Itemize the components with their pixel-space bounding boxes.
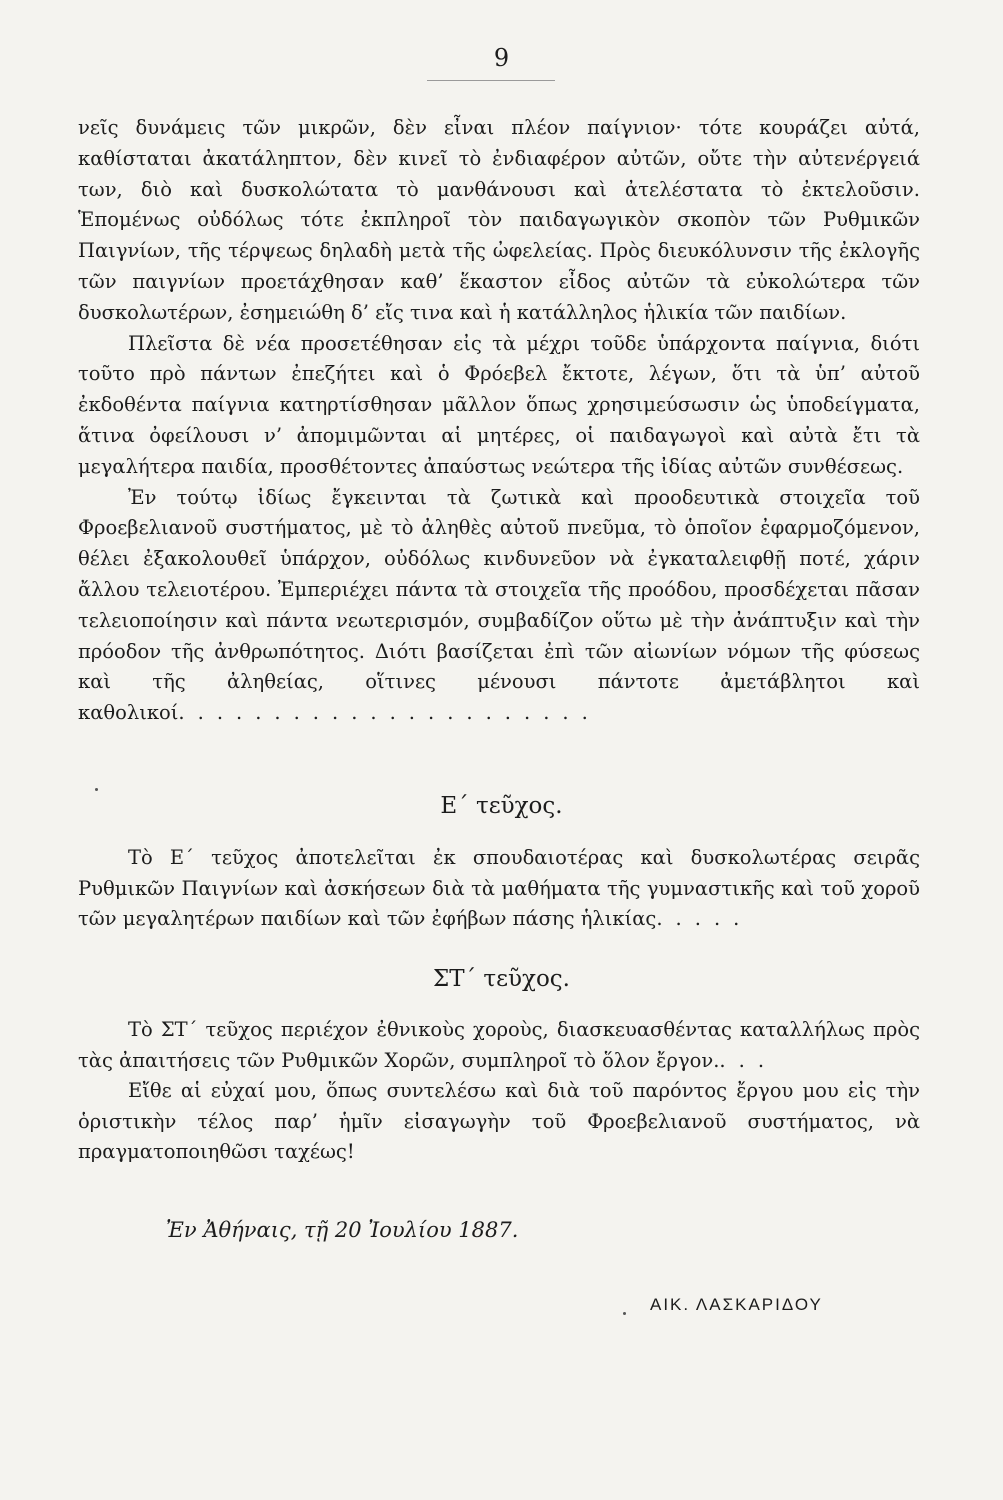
header-rule [427, 80, 555, 81]
paragraph-text: Τὸ Ε΄ τεῦχος ἀποτελεῖται ἐκ σπουδαιοτέρας καὶ δυσκολωτέρας σειρᾶς Ρυθμικῶν Παιγνίων καὶ ἀσκήσεων διὰ τὰ μαθήματα τῆς γυμναστικῆς καὶ τοῦ χοροῦ τῶν μεγαλητέρων παιδίων καὶ τῶν ἐφήβων πάσης ἡλικίας [78, 846, 920, 930]
section-st-text [78, 1015, 920, 1168]
page-number: 9 [493, 44, 510, 72]
paragraph: νεῖς δυνάμεις τῶν μικρῶν, δὲν εἶναι πλέον παίγνιον· τότε κουράζει αὐτά, καθίσταται ἀκατάληπτον, δὲν κινεῖ τὸ ἐνδιαφέρον αὐτῶν, οὔτε τὴν αὐτενέργειά των, διὸ καὶ δυσκολώτατα τὸ μανθάνουσι καὶ ἀτελέστατα τὸ ἐκτελοῦσιν. Ἑπομένως οὐδόλως τότε ἐκπληροῖ τὸν παιδαγωγικὸν σκοπὸν τῶν Ρυθμικῶν Παιγνίων, τῆς τέρψεως δηλαδὴ μετὰ τῆς ὠφελείας. Πρὸς διευκόλυνσιν τῆς ἐκλογῆς τῶν παιγνίων προετάχθησαν καθ’ ἕκαστον εἶδος αὐτῶν τὰ εὐκολώτερα τῶν δυσκολωτέρων, ἐσημειώθη δ’ εἴς τινα καὶ ἡ κατάλληλος ἡλικία τῶν παιδίων. [78, 116, 920, 324]
paragraph [78, 843, 920, 935]
paragraph [78, 483, 920, 729]
paragraph [78, 1015, 920, 1076]
paper-speck [623, 1312, 626, 1315]
ellipsis-dots: ... [719, 1048, 778, 1072]
section-heading-e: Ε΄ τεῦχος. [440, 793, 563, 819]
section-heading-st: ΣΤ΄ τεῦχος. [432, 966, 570, 992]
author-signature: ΑΙΚ. ΛΑΣΚΑΡΙΔΟΥ [650, 1295, 823, 1314]
section-e-text [78, 843, 920, 935]
ellipsis-dots: ..... [656, 907, 753, 930]
paragraph: Εἴθε αἱ εὐχαί μου, ὅπως συντελέσω καὶ διὰ τοῦ παρόντος ἔργου μου εἰς τὴν ὁριστικὴν τέλος παρ’ ἡμῖν εἰσαγωγὴν τοῦ Φροεβελιανοῦ συστήματος, νὰ πραγματοποιηθῶσι ταχέως! [78, 1079, 920, 1163]
paragraph: Πλεῖστα δὲ νέα προσετέθησαν εἰς τὰ μέχρι τοῦδε ὑπάρχοντα παίγνια, διότι τοῦτο πρὸ πάντων ἐπεζήτει καὶ ὁ Φρόεβελ ἔκτοτε, λέγων, ὅτι τὰ ὑπ’ αὐτοῦ ἐκδοθέντα παίγνια κατηρτίσθησαν μᾶλλον ὅπως χρησιμεύσωσιν ὡς ὑποδείγματα, ἅτινα ὀφείλουσι ν’ ἀπομιμῶνται αἱ μητέρες, οἱ παιδαγωγοὶ καὶ αὐτὰ ἔτι τὰ μεγαλήτερα παιδία, προσθέτοντες ἀπαύστως νεώτερα τῆς ἰδίας αὐτῶν συνθέσεως. [78, 331, 920, 478]
paragraph-text: Τὸ ΣΤ΄ τεῦχος περιέχον ἐθνικοὺς χοροὺς, διασκευασθέντας καταλλήλως πρὸς τὰς ἀπαιτήσεις τῶν Ρυθμικῶν Χορῶν, συμπληροῖ τὸ ὅλον ἔργον. [78, 1018, 920, 1072]
dateline: Ἐν Ἀθήναις, τῇ 20 Ἰουλίου 1887. [166, 1218, 519, 1242]
ellipsis-dots: ...................... [178, 701, 601, 725]
paragraph-text: Ἐν τούτῳ ἰδίως ἔγκεινται τὰ ζωτικὰ καὶ προοδευτικὰ στοιχεῖα τοῦ Φροεβελιανοῦ συστήματος, μὲ τὸ ἀληθὲς αὐτοῦ πνεῦμα, τὸ ὁποῖον ἐφαρμοζόμενον, θέλει ἐξακολουθεῖ ὑπάρχον, οὐδόλως κινδυνεῦον νὰ ἐγκαταλειφθῇ ποτέ, χάριν ἄλλου τελειοτέρου. Ἐμπεριέχει πάντα τὰ στοιχεῖα τῆς προόδου, προσδέχεται πᾶσαν τελειοποίησιν καὶ πάντα νεωτερισμόν, συμβαδίζον οὕτω μὲ τὴν ἀνάπτυξιν καὶ τὴν πρόοδον τῆς ἀνθρωπότητος. Διότι βασίζεται ἐπὶ τῶν αἰωνίων νόμων τῆς φύσεως καὶ τῆς ἀληθείας, οἵτινες μένουσι πάντοτε ἀμετάβλητοι καὶ καθολικοί [78, 485, 920, 725]
paper-speck [95, 788, 98, 791]
intro-text [78, 113, 920, 729]
